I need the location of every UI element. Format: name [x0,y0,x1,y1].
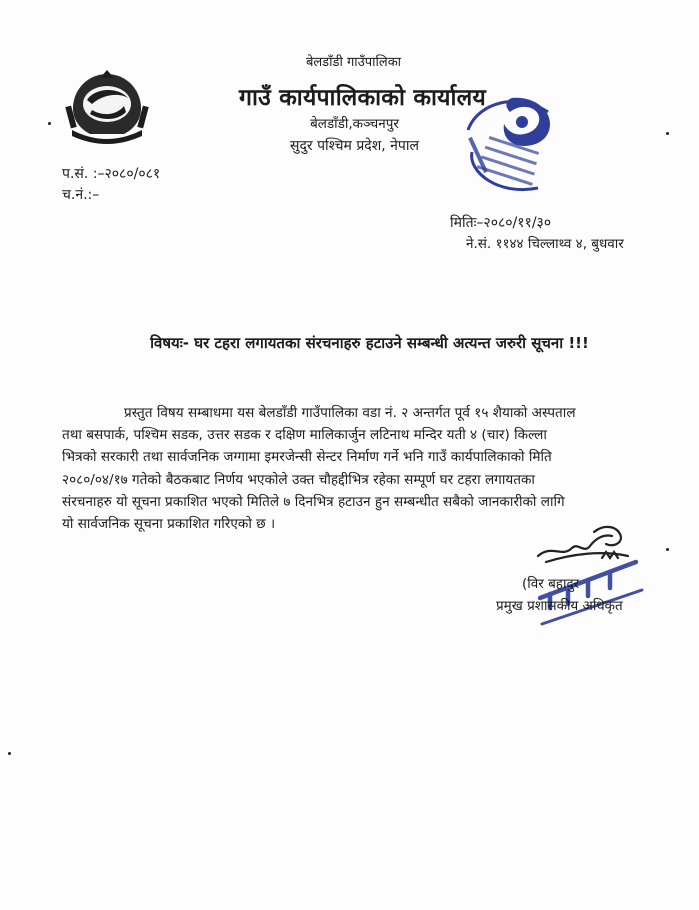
letter-number: प.सं. :–२०८०/०८१ [62,166,161,182]
body-line: यो सार्वजनिक सूचना प्रकाशित गरिएको छ । [62,516,276,533]
body-line: २०८०/०४/१७ गतेको बैठकबाट निर्णय भएकोले उक्त चौहद्दीभित्र रहेका सम्पूर्ण घर टहरा लगायतका [62,471,535,488]
office-address: बेलडाँडी,कञ्चनपुर [310,116,399,132]
body-line: प्रस्तुत विषय सम्बाधमा यस बेलडाँडी गाउँपालिका वडा नं. २ अन्तर्गत पूर्व १५ शैयाको अस्पताल [124,405,576,421]
notice-subject: विषयः- घर टहरा लगायतका संरचनाहरु हटाउने सम्बन्धी अत्यन्त जरुरी सूचना !!! [150,334,589,352]
municipality-round-stamp-icon [458,92,568,196]
scan-speck [666,132,669,135]
office-province: सुदुर पश्चिम प्रदेश, नेपाल [290,138,419,154]
body-line: तथा बसपार्क, पश्चिम सडक, उत्तर सडक र दक्षिण मालिकार्जुन लटिनाथ मन्दिर यती ४ (चार) किल्ला [62,427,547,444]
dispatch-number: च.नं.:– [62,187,100,203]
body-line: संरचनाहरु यो सूचना प्रकाशित भएको मितिले ७ दिनभित्र हटाउन हुन सम्बन्धीत सबैको जानकारीको लागि [62,493,565,510]
municipality-name: बेलडाँडी गाउँपालिका [305,55,402,70]
date-bs: मितिः–२०८०/११/३० [450,215,552,231]
office-title: गाउँ कार्यपालिकाको कार्यालय [239,85,486,111]
scan-speck [666,548,669,551]
body-line: भित्रको सरकारी तथा सार्वजनिक जग्गामा इमरजेन्सी सेन्टर निर्माण गर्ने भनि गाउँ कार्यपालिकाको मिति [62,449,552,466]
signatory-name: (विर बहादुर [522,576,580,592]
scan-speck [8,752,11,755]
date-nepal-sambat: ने.सं. ११४४ चिल्लाथ्व ४, बुधवार [466,236,624,252]
scan-speck [48,122,51,125]
notice-body [62,402,657,535]
signatory-title: प्रमुख प्रशासकीय अधिकृत [496,598,623,614]
